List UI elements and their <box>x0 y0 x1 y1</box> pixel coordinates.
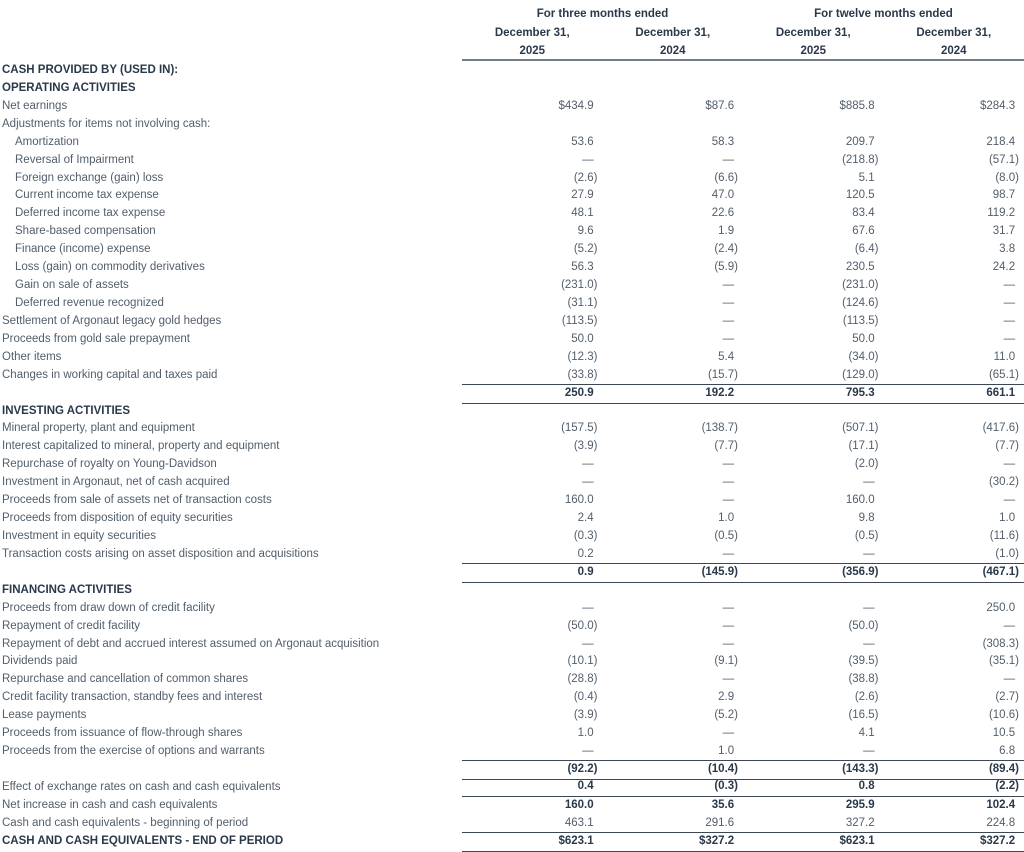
value-cell: $284.3 <box>884 98 1024 116</box>
value-cell: (0.3) <box>462 528 603 546</box>
value-cell: 160.0 <box>462 797 603 815</box>
row-label: Mineral property, plant and equipment <box>0 420 462 438</box>
value-cell: (231.0) <box>462 277 603 295</box>
row-values <box>462 384 1024 404</box>
value-cell: 53.6 <box>462 134 603 152</box>
value-cell: (7.7) <box>603 438 744 456</box>
table-row <box>0 205 1024 223</box>
table-row <box>0 546 1024 564</box>
value-cell: 0.2 <box>462 546 603 564</box>
row-values <box>462 170 1024 188</box>
value-cell: — <box>884 295 1024 313</box>
table-row <box>0 582 1024 600</box>
value-cell: 209.7 <box>743 134 884 152</box>
value-cell: (5.2) <box>603 707 744 725</box>
value-cell: (50.0) <box>743 618 884 636</box>
table-row <box>0 187 1024 205</box>
value-cell: (2.4) <box>603 241 744 259</box>
value-cell: (2.6) <box>743 689 884 707</box>
table-row <box>0 725 1024 743</box>
row-label: CASH PROVIDED BY (USED IN): <box>0 62 462 80</box>
row-label: Proceeds from disposition of equity securities <box>0 510 462 528</box>
value-cell: 661.1 <box>884 385 1024 403</box>
table-row <box>0 367 1024 385</box>
table-row <box>0 420 1024 438</box>
value-cell: — <box>603 456 744 474</box>
row-values <box>462 331 1024 349</box>
row-label: Effect of exchange rates on cash and cash equivalents <box>0 779 462 797</box>
value-cell: 0.4 <box>462 778 603 796</box>
row-label: Repayment of credit facility <box>0 618 462 636</box>
value-cell: — <box>603 152 744 170</box>
row-label: Settlement of Argonaut legacy gold hedges <box>0 313 462 331</box>
row-label: Amortization <box>0 134 462 152</box>
value-cell: (12.3) <box>462 349 603 367</box>
table-row <box>0 833 1024 851</box>
value-cell: (30.2) <box>884 474 1024 492</box>
value-cell: (2.0) <box>743 456 884 474</box>
value-cell: (10.4) <box>603 761 744 779</box>
table-row <box>0 689 1024 707</box>
row-values <box>462 259 1024 277</box>
row-values <box>462 277 1024 295</box>
row-values <box>462 438 1024 456</box>
table-row <box>0 797 1024 815</box>
value-cell: 160.0 <box>743 492 884 510</box>
value-cell: (145.9) <box>603 564 744 582</box>
value-cell: 6.8 <box>884 743 1024 761</box>
row-values <box>462 707 1024 725</box>
row-values <box>462 815 1024 833</box>
value-cell: (113.5) <box>462 313 603 331</box>
table-row <box>0 385 1024 403</box>
value-cell: (0.5) <box>743 528 884 546</box>
value-cell: — <box>603 546 744 564</box>
value-cell: (231.0) <box>743 277 884 295</box>
row-label: Investment in equity securities <box>0 528 462 546</box>
value-cell: 1.9 <box>603 223 744 241</box>
value-cell: 50.0 <box>743 331 884 349</box>
table-row <box>0 671 1024 689</box>
column-header-year-1: 2024 <box>603 43 744 59</box>
table-row <box>0 564 1024 582</box>
row-values <box>462 474 1024 492</box>
table-row <box>0 779 1024 797</box>
table-row <box>0 259 1024 277</box>
table-row <box>0 98 1024 116</box>
table-row <box>0 456 1024 474</box>
value-cell: 295.9 <box>743 797 884 815</box>
row-values <box>462 313 1024 331</box>
row-values <box>462 618 1024 636</box>
table-row <box>0 241 1024 259</box>
table-row <box>0 600 1024 618</box>
value-cell: (39.5) <box>743 653 884 671</box>
row-label: Cash and cash equivalents - beginning of period <box>0 815 462 833</box>
row-label: Investment in Argonaut, net of cash acquired <box>0 474 462 492</box>
row-label: Other items <box>0 349 462 367</box>
row-label: Proceeds from gold sale prepayment <box>0 331 462 349</box>
table-date-header-row <box>0 24 1024 42</box>
value-cell: — <box>603 277 744 295</box>
value-cell: (2.6) <box>462 170 603 188</box>
value-cell: 35.6 <box>603 797 744 815</box>
value-cell: (7.7) <box>884 438 1024 456</box>
value-cell: (124.6) <box>743 295 884 313</box>
row-label: Proceeds from draw down of credit facility <box>0 600 462 618</box>
table-row <box>0 653 1024 671</box>
table-body <box>0 62 1024 851</box>
value-cell: (28.8) <box>462 671 603 689</box>
value-cell: 291.6 <box>603 815 744 833</box>
value-cell: (157.5) <box>462 420 603 438</box>
row-values <box>462 492 1024 510</box>
row-values <box>462 205 1024 223</box>
value-cell: 27.9 <box>462 187 603 205</box>
value-cell: (0.5) <box>603 528 744 546</box>
row-values <box>462 689 1024 707</box>
value-cell: — <box>884 277 1024 295</box>
table-row <box>0 636 1024 654</box>
table-row <box>0 331 1024 349</box>
value-cell: — <box>603 474 744 492</box>
value-cell: (11.6) <box>884 528 1024 546</box>
row-values <box>462 349 1024 367</box>
table-row <box>0 170 1024 188</box>
value-cell: $87.6 <box>603 98 744 116</box>
table-row <box>0 815 1024 833</box>
row-values <box>462 134 1024 152</box>
row-values <box>462 241 1024 259</box>
value-cell: 192.2 <box>603 385 744 403</box>
value-cell: 47.0 <box>603 187 744 205</box>
value-cell: 224.8 <box>884 815 1024 833</box>
value-cell: — <box>603 331 744 349</box>
row-label: Proceeds from sale of assets net of transaction costs <box>0 492 462 510</box>
column-header-year-0: 2025 <box>462 43 603 59</box>
value-cell: (10.1) <box>462 653 603 671</box>
row-values <box>462 187 1024 205</box>
value-cell: — <box>462 743 603 761</box>
value-cell: (38.8) <box>743 671 884 689</box>
value-cell: (356.9) <box>743 564 884 582</box>
row-label: Loss (gain) on commodity derivatives <box>0 259 462 277</box>
table-row <box>0 761 1024 779</box>
value-cell: 83.4 <box>743 205 884 223</box>
value-cell: (0.4) <box>462 689 603 707</box>
table-row <box>0 510 1024 528</box>
value-cell: (417.6) <box>884 420 1024 438</box>
row-values <box>462 600 1024 618</box>
value-cell: $623.1 <box>743 833 884 851</box>
value-cell: (9.1) <box>603 653 744 671</box>
value-cell: 11.0 <box>884 349 1024 367</box>
table-row <box>0 349 1024 367</box>
value-cell: — <box>462 600 603 618</box>
value-cell: (89.4) <box>884 761 1024 779</box>
value-cell: 1.0 <box>603 510 744 528</box>
value-cell: — <box>884 671 1024 689</box>
row-label: Repurchase of royalty on Young-Davidson <box>0 456 462 474</box>
row-values <box>462 152 1024 170</box>
row-values <box>462 743 1024 761</box>
value-cell: (138.7) <box>603 420 744 438</box>
row-values <box>462 295 1024 313</box>
value-cell: 463.1 <box>462 815 603 833</box>
value-cell: (17.1) <box>743 438 884 456</box>
value-cell: — <box>884 331 1024 349</box>
value-cell: 119.2 <box>884 205 1024 223</box>
value-cell: (50.0) <box>462 618 603 636</box>
table-row <box>0 403 1024 421</box>
table-row <box>0 492 1024 510</box>
row-label: Deferred revenue recognized <box>0 295 462 313</box>
row-values <box>462 563 1024 583</box>
row-label: Credit facility transaction, standby fees and interest <box>0 689 462 707</box>
value-cell: (16.5) <box>743 707 884 725</box>
value-cell: (10.6) <box>884 707 1024 725</box>
value-cell: (35.1) <box>884 653 1024 671</box>
value-cell: 48.1 <box>462 205 603 223</box>
row-label: OPERATING ACTIVITIES <box>0 80 462 98</box>
value-cell: (129.0) <box>743 367 884 385</box>
row-label: FINANCING ACTIVITIES <box>0 582 462 600</box>
row-label: INVESTING ACTIVITIES <box>0 403 462 421</box>
row-label: Lease payments <box>0 707 462 725</box>
value-cell: — <box>462 636 603 654</box>
value-cell: (113.5) <box>743 313 884 331</box>
value-cell: 0.9 <box>462 564 603 582</box>
group-header-cells <box>462 5 1024 24</box>
value-cell: — <box>603 636 744 654</box>
value-cell: 2.4 <box>462 510 603 528</box>
value-cell: — <box>603 313 744 331</box>
value-cell: 160.0 <box>462 492 603 510</box>
value-cell: $885.8 <box>743 98 884 116</box>
row-values <box>462 653 1024 671</box>
row-label: Net increase in cash and cash equivalents <box>0 797 462 815</box>
row-label: Changes in working capital and taxes paid <box>0 367 462 385</box>
row-values <box>462 528 1024 546</box>
value-cell: — <box>603 492 744 510</box>
value-cell: — <box>462 456 603 474</box>
value-cell: (218.8) <box>743 152 884 170</box>
value-cell: — <box>884 492 1024 510</box>
row-label: Transaction costs arising on asset disposition and acquisitions <box>0 546 462 564</box>
table-row <box>0 707 1024 725</box>
value-cell: 1.0 <box>462 725 603 743</box>
table-row <box>0 743 1024 761</box>
group-header-three-months: For three months ended <box>462 5 743 24</box>
value-cell: 9.8 <box>743 510 884 528</box>
table-row <box>0 62 1024 80</box>
value-cell: (3.9) <box>462 707 603 725</box>
row-values <box>462 760 1024 780</box>
value-cell: $434.9 <box>462 98 603 116</box>
value-cell: (8.0) <box>884 170 1024 188</box>
row-label: Foreign exchange (gain) loss <box>0 170 462 188</box>
value-cell: (57.1) <box>884 152 1024 170</box>
row-label: Gain on sale of assets <box>0 277 462 295</box>
table-row <box>0 134 1024 152</box>
value-cell: — <box>462 152 603 170</box>
value-cell: 9.6 <box>462 223 603 241</box>
value-cell: 327.2 <box>743 815 884 833</box>
table-row <box>0 223 1024 241</box>
row-label: Interest capitalized to mineral, property and equipment <box>0 438 462 456</box>
table-row <box>0 313 1024 331</box>
row-values <box>462 420 1024 438</box>
value-cell: (1.0) <box>884 546 1024 564</box>
value-cell: 795.3 <box>743 385 884 403</box>
row-values <box>462 832 1024 852</box>
column-header-year-2: 2025 <box>743 43 884 59</box>
row-values <box>462 797 1024 815</box>
row-values <box>462 456 1024 474</box>
column-header-date-0: December 31, <box>462 24 603 42</box>
value-cell: (92.2) <box>462 761 603 779</box>
table-group-header-row <box>0 5 1024 24</box>
row-label: Repurchase and cancellation of common shares <box>0 671 462 689</box>
table-year-header-row <box>0 42 1024 62</box>
value-cell: (15.7) <box>603 367 744 385</box>
value-cell: 0.8 <box>743 778 884 796</box>
value-cell: 22.6 <box>603 205 744 223</box>
value-cell: 24.2 <box>884 259 1024 277</box>
row-values <box>462 546 1024 564</box>
value-cell: — <box>603 295 744 313</box>
value-cell: 98.7 <box>884 187 1024 205</box>
value-cell: — <box>743 636 884 654</box>
column-header-date-1: December 31, <box>603 24 744 42</box>
value-cell: $327.2 <box>603 833 744 851</box>
date-header-cells <box>462 24 1024 42</box>
table-row <box>0 528 1024 546</box>
value-cell: 250.0 <box>884 600 1024 618</box>
row-values <box>462 367 1024 385</box>
row-values <box>462 778 1024 797</box>
table-row <box>0 152 1024 170</box>
value-cell: 230.5 <box>743 259 884 277</box>
value-cell: — <box>743 743 884 761</box>
table-row <box>0 277 1024 295</box>
column-header-date-3: December 31, <box>884 24 1024 42</box>
value-cell: 56.3 <box>462 259 603 277</box>
table-row <box>0 474 1024 492</box>
table-row <box>0 116 1024 134</box>
value-cell: $327.2 <box>884 833 1024 851</box>
value-cell: 5.1 <box>743 170 884 188</box>
value-cell: (31.1) <box>462 295 603 313</box>
value-cell: 10.5 <box>884 725 1024 743</box>
value-cell: 31.7 <box>884 223 1024 241</box>
row-label: Share-based compensation <box>0 223 462 241</box>
value-cell: — <box>884 456 1024 474</box>
value-cell: 50.0 <box>462 331 603 349</box>
row-values <box>462 98 1024 116</box>
value-cell: — <box>603 671 744 689</box>
value-cell: 1.0 <box>603 743 744 761</box>
row-values <box>462 510 1024 528</box>
value-cell: 5.4 <box>603 349 744 367</box>
row-label: Proceeds from issuance of flow-through shares <box>0 725 462 743</box>
row-values <box>462 725 1024 743</box>
value-cell: 2.9 <box>603 689 744 707</box>
value-cell: (6.4) <box>743 241 884 259</box>
value-cell: (2.2) <box>884 778 1024 796</box>
row-values <box>462 636 1024 654</box>
value-cell: (33.8) <box>462 367 603 385</box>
column-header-date-2: December 31, <box>743 24 884 42</box>
value-cell: — <box>603 725 744 743</box>
value-cell: (467.1) <box>884 564 1024 582</box>
value-cell: — <box>884 618 1024 636</box>
value-cell: $623.1 <box>462 833 603 851</box>
value-cell: 67.6 <box>743 223 884 241</box>
value-cell: (0.3) <box>603 778 744 796</box>
row-label: Net earnings <box>0 98 462 116</box>
value-cell: 120.5 <box>743 187 884 205</box>
row-label: Deferred income tax expense <box>0 205 462 223</box>
row-label: Adjustments for items not involving cash: <box>0 116 462 134</box>
row-label: Repayment of debt and accrued interest assumed on Argonaut acquisition <box>0 636 462 654</box>
value-cell: 1.0 <box>884 510 1024 528</box>
row-label: Proceeds from the exercise of options and warrants <box>0 743 462 761</box>
value-cell: (65.1) <box>884 367 1024 385</box>
value-cell: (34.0) <box>743 349 884 367</box>
column-header-year-3: 2024 <box>884 43 1024 59</box>
value-cell: (6.6) <box>603 170 744 188</box>
table-row <box>0 438 1024 456</box>
value-cell: (5.2) <box>462 241 603 259</box>
table-row <box>0 618 1024 636</box>
table-row <box>0 295 1024 313</box>
row-values <box>462 671 1024 689</box>
value-cell: 218.4 <box>884 134 1024 152</box>
year-header-cells <box>462 43 1024 61</box>
value-cell: (2.7) <box>884 689 1024 707</box>
row-values <box>462 223 1024 241</box>
row-label: CASH AND CASH EQUIVALENTS - END OF PERIOD <box>0 833 462 851</box>
value-cell: (143.3) <box>743 761 884 779</box>
value-cell: — <box>884 313 1024 331</box>
row-label: Current income tax expense <box>0 187 462 205</box>
row-label: Finance (income) expense <box>0 241 462 259</box>
value-cell: (3.9) <box>462 438 603 456</box>
value-cell: — <box>743 474 884 492</box>
table-row <box>0 80 1024 98</box>
value-cell: — <box>462 474 603 492</box>
value-cell: 3.8 <box>884 241 1024 259</box>
value-cell: (5.9) <box>603 259 744 277</box>
value-cell: (308.3) <box>884 636 1024 654</box>
value-cell: (507.1) <box>743 420 884 438</box>
value-cell: — <box>603 600 744 618</box>
value-cell: 4.1 <box>743 725 884 743</box>
value-cell: 250.9 <box>462 385 603 403</box>
value-cell: — <box>603 618 744 636</box>
row-label: Dividends paid <box>0 653 462 671</box>
value-cell: 102.4 <box>884 797 1024 815</box>
value-cell: 58.3 <box>603 134 744 152</box>
group-header-twelve-months: For twelve months ended <box>743 5 1024 24</box>
row-label: Reversal of Impairment <box>0 152 462 170</box>
value-cell: — <box>743 546 884 564</box>
value-cell: — <box>743 600 884 618</box>
